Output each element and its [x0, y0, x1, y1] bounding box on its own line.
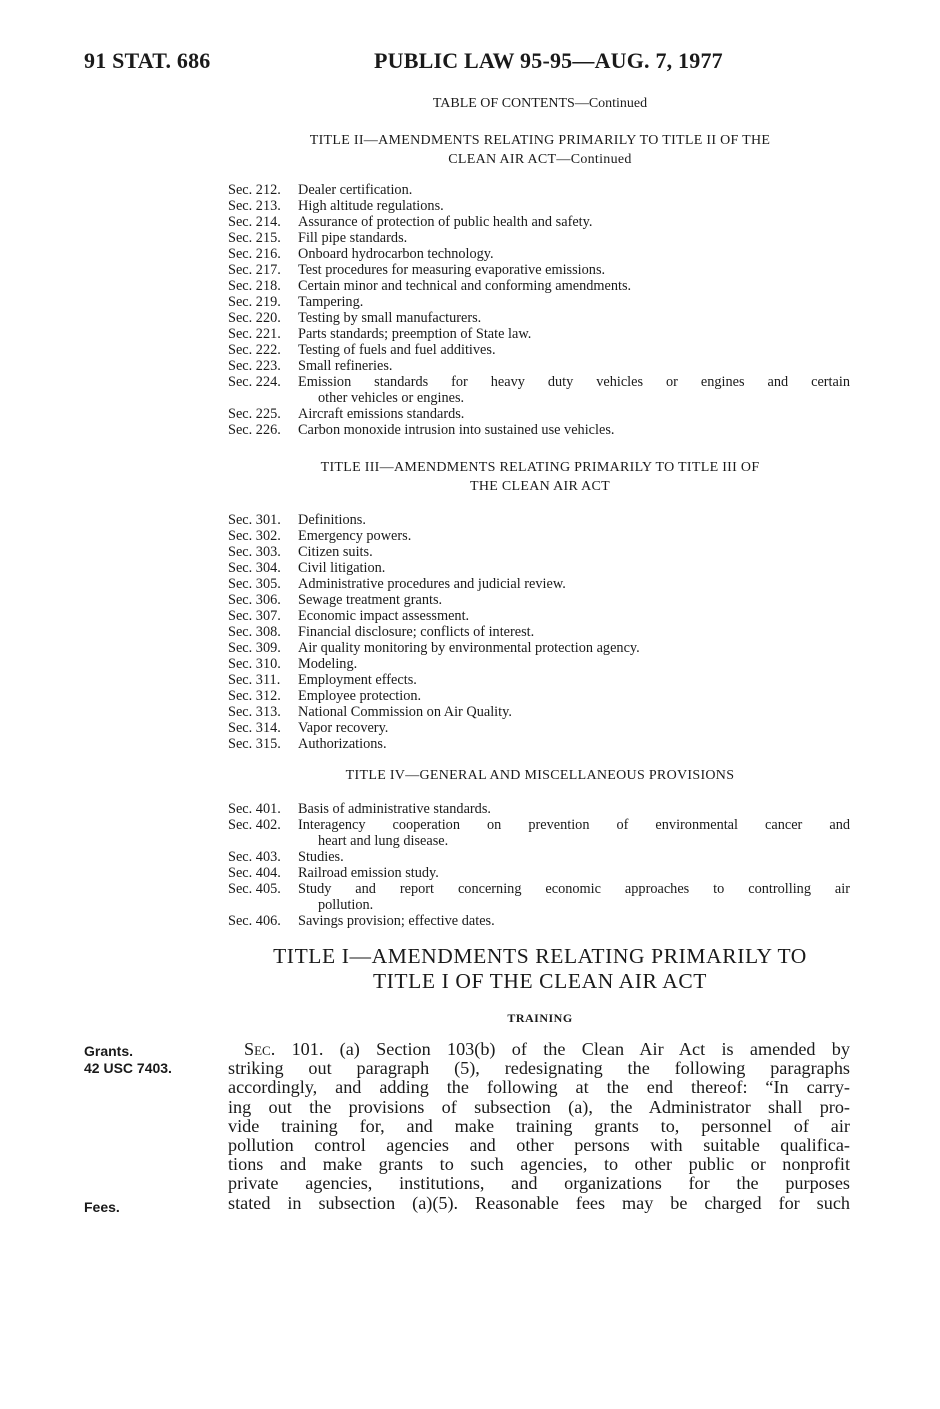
- toc-sec-title: Onboard hydrocarbon technology.: [298, 246, 494, 262]
- title-i-heading-line2: TITLE I OF THE CLEAN AIR ACT: [372, 969, 708, 993]
- toc-sec-title: Small refineries.: [298, 358, 393, 374]
- margin-note-fees: Fees.: [84, 1199, 120, 1215]
- toc-sec-title: Economic impact assessment.: [298, 608, 470, 624]
- toc-sec-number: Sec. 214.: [228, 214, 281, 230]
- toc-sec-title-line: Interagency cooperation on prevention of environmental cancer and: [298, 817, 850, 833]
- toc-item: [228, 278, 850, 294]
- toc-sec-title-continuation: pollution.: [318, 897, 374, 913]
- toc-sec-title: Testing by small manufacturers.: [298, 310, 482, 326]
- toc-sec-number: Sec. 216.: [228, 246, 281, 262]
- toc-sec-number: Sec. 303.: [228, 544, 281, 560]
- toc-sec-title: High altitude regulations.: [298, 198, 444, 214]
- toc-item: [228, 262, 850, 278]
- toc-sec-number: Sec. 314.: [228, 720, 281, 736]
- title-iii-heading: [228, 458, 852, 496]
- toc-sec-number: Sec. 406.: [228, 913, 281, 929]
- toc-sec-title: Definitions.: [298, 512, 366, 528]
- toc-sec-title: Modeling.: [298, 656, 358, 672]
- toc-item: [228, 801, 850, 817]
- toc-item: [228, 374, 850, 406]
- toc-item: [228, 560, 850, 576]
- body-line: private agencies, institutions, and organizations for the purposes: [228, 1173, 850, 1194]
- toc-sec-number: Sec. 301.: [228, 512, 281, 528]
- toc-item: [228, 656, 850, 672]
- toc-sec-title-line: Emission standards for heavy duty vehicles or engines and certain: [298, 374, 850, 390]
- toc-item: [228, 294, 850, 310]
- toc-sec-number: Sec. 218.: [228, 278, 281, 294]
- toc-sec-number: Sec. 310.: [228, 656, 281, 672]
- toc-item: [228, 624, 850, 640]
- toc-sec-title: Vapor recovery.: [298, 720, 389, 736]
- toc-item: [228, 198, 850, 214]
- toc-sec-title: Employment effects.: [298, 672, 417, 688]
- toc-sec-number: Sec. 309.: [228, 640, 281, 656]
- toc-sec-number: Sec. 217.: [228, 262, 281, 278]
- title-i-heading-line1: TITLE I—AMENDMENTS RELATING PRIMARILY TO: [273, 944, 807, 968]
- toc-sec-number: Sec. 307.: [228, 608, 281, 624]
- sec-label: Sec.: [244, 1039, 276, 1059]
- toc-item: [228, 720, 850, 736]
- toc-sec-title-line: Study and report concerning economic approaches to controlling air: [298, 881, 850, 897]
- toc-sec-title: Certain minor and technical and conforming amendments.: [298, 278, 632, 294]
- toc-sec-number: Sec. 226.: [228, 422, 281, 438]
- toc-sec-title: Financial disclosure; conflicts of interest.: [298, 624, 535, 640]
- toc-sec-title: Assurance of protection of public health and safety.: [298, 214, 593, 230]
- toc-sec-title: Railroad emission study.: [298, 865, 439, 881]
- title-ii-heading: [228, 131, 852, 169]
- title-ii-heading-line2: CLEAN AIR ACT—Continued: [448, 152, 632, 167]
- toc-item: [228, 230, 850, 246]
- toc-item: [228, 865, 850, 881]
- body-line: accordingly, and adding the following at the end thereof: “In carry-: [228, 1077, 850, 1098]
- margin-note-usc-citation: 42 USC 7403.: [84, 1060, 172, 1076]
- section-101-body: [228, 1040, 850, 1213]
- toc-sec-number: Sec. 304.: [228, 560, 281, 576]
- toc-sec-title: Aircraft emissions standards.: [298, 406, 465, 422]
- title-i-heading: [228, 944, 852, 994]
- toc-sec-title: Administrative procedures and judicial review.: [298, 576, 566, 592]
- toc-sec-title: Civil litigation.: [298, 560, 386, 576]
- body-line: pollution control agencies and other persons with suitable qualifica-: [228, 1135, 850, 1156]
- toc-sec-title: Sewage treatment grants.: [298, 592, 443, 608]
- public-law-header: PUBLIC LAW 95-95—AUG. 7, 1977: [374, 48, 723, 73]
- toc-sec-number: Sec. 305.: [228, 576, 281, 592]
- body-line: vide training for, and make training grants to, personnel of air: [228, 1115, 850, 1136]
- title-ii-toc-list: [228, 182, 850, 438]
- toc-sec-title: Carbon monoxide intrusion into sustained use vehicles.: [298, 422, 615, 438]
- toc-item: [228, 422, 850, 438]
- margin-note-grants-label: Grants.: [84, 1043, 134, 1059]
- toc-sec-title: [298, 374, 850, 406]
- toc-sec-number: Sec. 224.: [228, 374, 281, 390]
- toc-sec-title: Tampering.: [298, 294, 364, 310]
- toc-item: [228, 358, 850, 374]
- toc-sec-number: Sec. 404.: [228, 865, 281, 881]
- toc-item: [228, 736, 850, 752]
- toc-item: [228, 672, 850, 688]
- toc-sec-title: Studies.: [298, 849, 344, 865]
- toc-sec-number: Sec. 306.: [228, 592, 281, 608]
- toc-item: [228, 704, 850, 720]
- title-iii-heading-line1: TITLE III—AMENDMENTS RELATING PRIMARILY TO TITLE III OF: [320, 460, 760, 475]
- toc-sec-number: Sec. 222.: [228, 342, 281, 358]
- toc-sec-title: Test procedures for measuring evaporative emissions.: [298, 262, 606, 278]
- toc-sec-title: Authorizations.: [298, 736, 387, 752]
- title-iv-toc-list: [228, 801, 850, 929]
- toc-sec-number: Sec. 213.: [228, 198, 281, 214]
- statute-page-number: 91 STAT. 686: [84, 48, 211, 73]
- body-line-text: 101. (a) Section 103(b) of the Clean Air Act is amended by: [275, 1039, 850, 1059]
- toc-item: [228, 640, 850, 656]
- toc-item: [228, 817, 850, 849]
- toc-item: [228, 326, 850, 342]
- toc-sec-number: Sec. 220.: [228, 310, 281, 326]
- toc-sec-number: Sec. 315.: [228, 736, 281, 752]
- body-line: stated in subsection (a)(5). Reasonable fees may be charged for such: [228, 1192, 850, 1213]
- toc-item: [228, 608, 850, 624]
- margin-note-grants: [84, 1043, 172, 1077]
- toc-sec-title: Testing of fuels and fuel additives.: [298, 342, 496, 358]
- body-line: striking out paragraph (5), redesignating the following paragraphs: [228, 1058, 850, 1079]
- toc-item: [228, 512, 850, 528]
- toc-sec-title: Dealer certification.: [298, 182, 413, 198]
- toc-item: [228, 576, 850, 592]
- toc-item: [228, 688, 850, 704]
- toc-sec-number: Sec. 225.: [228, 406, 281, 422]
- toc-item: [228, 182, 850, 198]
- toc-sec-title: [298, 881, 850, 913]
- toc-heading: TABLE OF CONTENTS—Continued: [432, 96, 648, 111]
- toc-sec-title: Employee protection.: [298, 688, 422, 704]
- title-iii-heading-line2: THE CLEAN AIR ACT: [469, 479, 611, 494]
- toc-sec-number: Sec. 403.: [228, 849, 281, 865]
- toc-sec-title: [298, 817, 850, 849]
- toc-sec-title-continuation: other vehicles or engines.: [318, 390, 465, 406]
- toc-item: [228, 913, 850, 929]
- toc-item: [228, 592, 850, 608]
- toc-item: [228, 246, 850, 262]
- toc-item: [228, 528, 850, 544]
- toc-sec-number: Sec. 215.: [228, 230, 281, 246]
- toc-item: [228, 881, 850, 913]
- toc-sec-number: Sec. 223.: [228, 358, 281, 374]
- toc-sec-number: Sec. 405.: [228, 881, 281, 897]
- section-heading: TRAINING: [507, 1011, 573, 1025]
- toc-item: [228, 849, 850, 865]
- toc-item: [228, 544, 850, 560]
- toc-sec-number: Sec. 212.: [228, 182, 281, 198]
- toc-sec-number: Sec. 311.: [228, 672, 281, 688]
- title-iii-toc-list: [228, 512, 850, 752]
- toc-sec-title: Emergency powers.: [298, 528, 412, 544]
- toc-sec-number: Sec. 402.: [228, 817, 281, 833]
- page-header: [84, 48, 854, 78]
- toc-item: [228, 342, 850, 358]
- toc-sec-title: Basis of administrative standards.: [298, 801, 491, 817]
- toc-item: [228, 406, 850, 422]
- body-line: ing out the provisions of subsection (a), the Administrator shall pro-: [228, 1096, 850, 1117]
- toc-sec-number: Sec. 313.: [228, 704, 281, 720]
- title-ii-heading-line1: TITLE II—AMENDMENTS RELATING PRIMARILY TO TITLE II OF THE: [309, 133, 771, 148]
- toc-sec-number: Sec. 312.: [228, 688, 281, 704]
- toc-sec-title: Citizen suits.: [298, 544, 373, 560]
- toc-sec-title: Parts standards; preemption of State law.: [298, 326, 532, 342]
- toc-item: [228, 214, 850, 230]
- toc-sec-number: Sec. 221.: [228, 326, 281, 342]
- toc-sec-title-continuation: heart and lung disease.: [318, 833, 449, 849]
- toc-item: [228, 310, 850, 326]
- toc-sec-number: Sec. 219.: [228, 294, 281, 310]
- toc-sec-number: Sec. 308.: [228, 624, 281, 640]
- toc-sec-title: Air quality monitoring by environmental protection agency.: [298, 640, 640, 656]
- toc-sec-title: National Commission on Air Quality.: [298, 704, 512, 720]
- body-line: tions and make grants to such agencies, to other public or nonprofit: [228, 1154, 850, 1175]
- toc-sec-title: Savings provision; effective dates.: [298, 913, 495, 929]
- body-line: [228, 1040, 850, 1059]
- toc-sec-title: Fill pipe standards.: [298, 230, 408, 246]
- toc-sec-number: Sec. 302.: [228, 528, 281, 544]
- toc-sec-number: Sec. 401.: [228, 801, 281, 817]
- title-iv-heading: TITLE IV—GENERAL AND MISCELLANEOUS PROVISIONS: [345, 768, 735, 783]
